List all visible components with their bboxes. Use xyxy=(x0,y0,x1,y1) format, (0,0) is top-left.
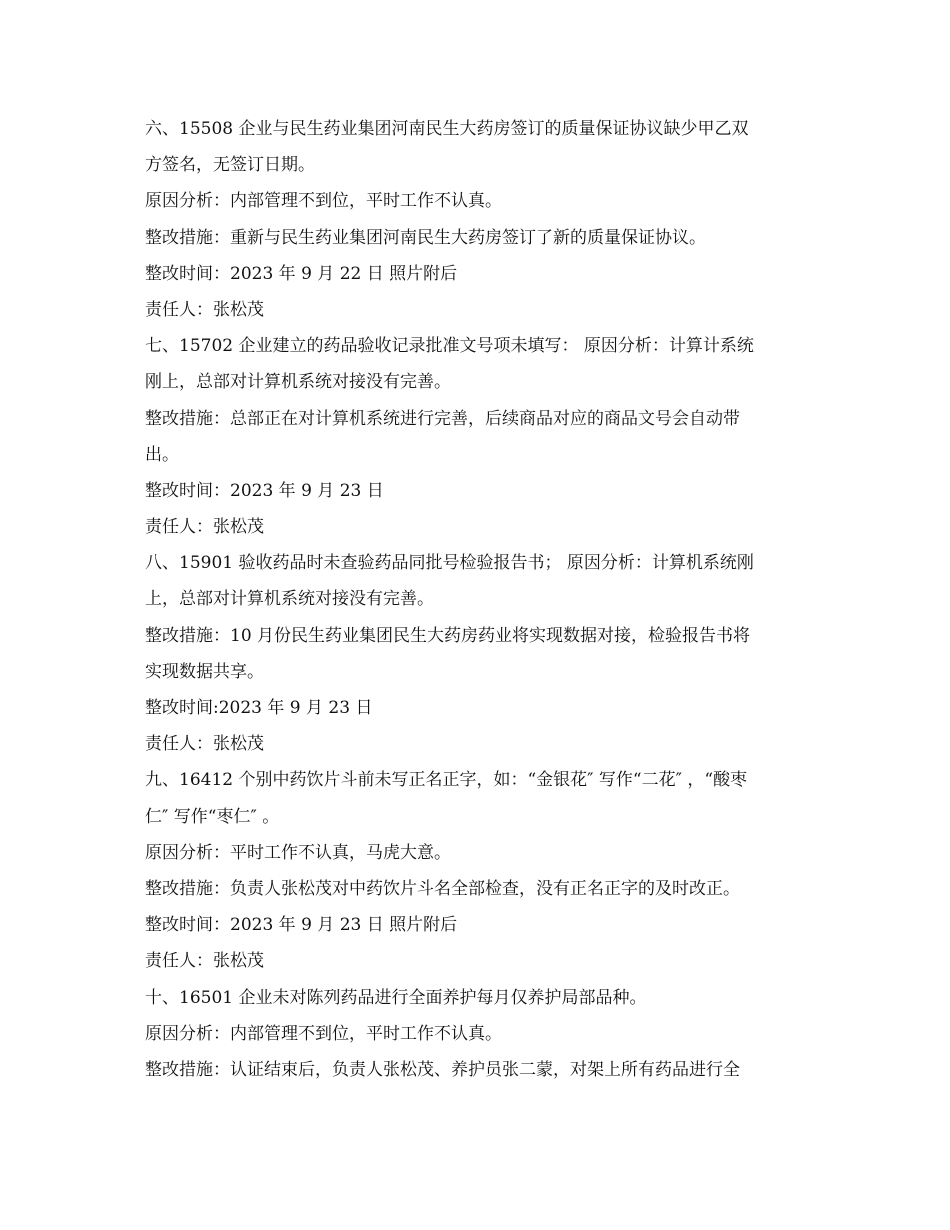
line-item-9-cause: 原因分析：平时工作不认真，马虎大意。 xyxy=(145,842,451,863)
line-item-7-title-1: 七、15702 企业建立的药品验收记录批准文号项未填写： 原因分析：计算计系统 xyxy=(145,336,754,357)
line-item-7-measure-2: 出。 xyxy=(145,444,179,465)
line-item-6-title-1: 六、15508 企业与民生药业集团河南民生大药房签订的质量保证协议缺少甲乙双 xyxy=(145,119,749,139)
line-item-8-title-1: 八、15901 验收药品时未查验药品同批号检验报告书； 原因分析：计算机系统刚 xyxy=(145,553,754,574)
line-item-7-measure-1: 整改措施：总部正在对计算机系统进行完善，后续商品对应的商品文号会自动带 xyxy=(145,408,740,429)
line-item-10-measure: 整改措施：认证结束后，负责人张松茂、养护员张二蒙，对架上所有药品进行全 xyxy=(145,1059,740,1080)
line-item-10-title: 十、16501 企业未对陈列药品进行全面养护每月仅养护局部品种。 xyxy=(145,987,647,1008)
line-item-7-owner: 责任人：张松茂 xyxy=(145,517,264,538)
line-item-8-measure-2: 实现数据共享。 xyxy=(145,661,264,682)
line-item-10-cause: 原因分析：内部管理不到位，平时工作不认真。 xyxy=(145,1023,502,1044)
line-item-6-cause: 原因分析：内部管理不到位，平时工作不认真。 xyxy=(145,191,502,212)
line-item-8-measure-1: 整改措施：10 月份民生药业集团民生大药房药业将实现数据对接，检验报告书将 xyxy=(145,625,751,646)
line-item-9-time: 整改时间：2023 年 9 月 23 日 照片附后 xyxy=(145,915,458,936)
line-item-6-title-2: 方签名，无签订日期。 xyxy=(145,155,315,176)
line-item-8-owner: 责任人：张松茂 xyxy=(145,734,264,755)
line-item-6-owner: 责任人：张松茂 xyxy=(145,299,264,320)
line-item-9-title-1: 九、16412 个别中药饮片斗前未写正名正字，如：“金银花″ 写作“二花″ ，“酸枣 xyxy=(145,770,748,791)
line-item-9-owner: 责任人：张松茂 xyxy=(145,951,264,972)
line-item-7-title-2: 刚上，总部对计算机系统对接没有完善。 xyxy=(145,372,451,393)
line-item-7-time: 整改时间：2023 年 9 月 23 日 xyxy=(145,480,384,501)
line-item-9-measure: 整改措施：负责人张松茂对中药饮片斗名全部检查，没有正名正字的及时改正。 xyxy=(145,878,740,899)
line-item-8-time: 整改时间:2023 年 9 月 23 日 xyxy=(145,698,373,718)
line-item-6-measure: 整改措施：重新与民生药业集团河南民生大药房签订了新的质量保证协议。 xyxy=(145,227,706,248)
document-body xyxy=(145,119,805,1096)
line-item-8-title-2: 上，总部对计算机系统对接没有完善。 xyxy=(145,589,434,610)
line-item-9-title-2: 仁″ 写作“枣仁″ 。 xyxy=(145,806,280,827)
line-item-6-time: 整改时间：2023 年 9 月 22 日 照片附后 xyxy=(145,263,458,284)
